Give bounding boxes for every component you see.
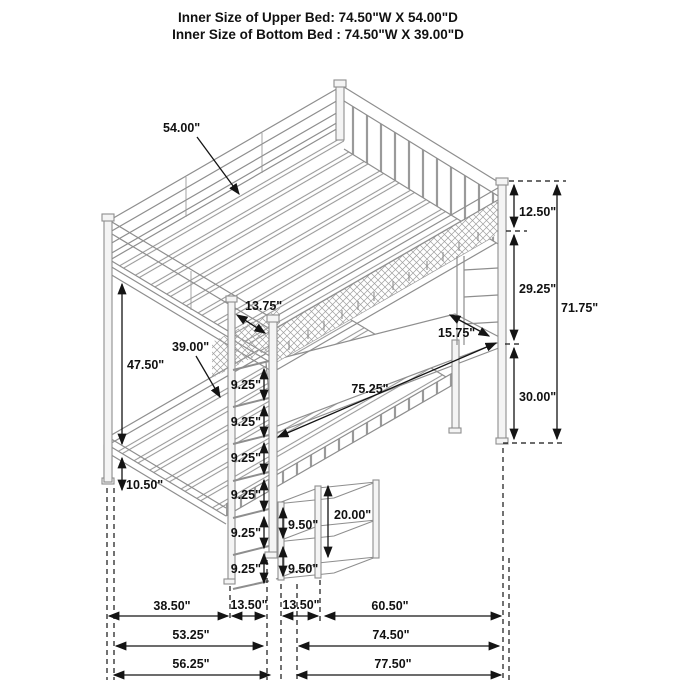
dim-floor-ladder-1: 13.50" xyxy=(230,598,268,612)
front-left-post xyxy=(104,218,112,482)
dim-rung-spacing-4: 9.25" xyxy=(230,488,261,502)
right-post xyxy=(498,183,506,441)
dim-rung-spacing-5: 9.25" xyxy=(230,526,261,540)
dim-rung-spacing-6: 9.25" xyxy=(230,562,261,576)
dim-floor-right-desk: 60.50" xyxy=(371,599,409,613)
header xyxy=(172,10,464,42)
dim-desktop-to-floor: 30.00" xyxy=(519,390,557,404)
dim-deck-to-desktop: 29.25" xyxy=(519,282,557,296)
dim-floor-left-total: 53.25" xyxy=(172,628,210,642)
dim-bottom-bed-depth: 39.00" xyxy=(172,340,210,354)
dim-shelf-height: 20.00" xyxy=(334,508,372,522)
dim-overall-height: 71.75" xyxy=(561,301,599,315)
dim-floor-ladder-2: 13.50" xyxy=(282,598,320,612)
dim-desk-depth: 15.75" xyxy=(438,326,476,340)
desk-leg xyxy=(452,340,459,432)
dim-floor-left-bed: 38.50" xyxy=(153,599,191,613)
dim-upper-rail-to-bottom-deck: 47.50" xyxy=(127,358,165,372)
center-post xyxy=(269,320,277,556)
dim-floor-right-total: 74.50" xyxy=(372,628,410,642)
dim-upper-bed-depth: 54.00" xyxy=(163,121,201,135)
dim-rung-spacing-3: 9.25" xyxy=(230,451,261,465)
dim-desk-length: 75.25" xyxy=(351,382,389,396)
header-line2: Inner Size of Bottom Bed : 74.50"W X 39.00"D xyxy=(172,27,464,42)
dim-shelf-spacing-2: 9.50" xyxy=(288,562,319,576)
dim-shelf-spacing-1: 9.50" xyxy=(288,518,319,532)
ladder-left-rail xyxy=(228,300,235,583)
header-line1: Inner Size of Upper Bed: 74.50"W X 54.00"D xyxy=(178,10,458,25)
dim-floor-left-overall: 56.25" xyxy=(172,657,210,671)
dim-bottom-deck-to-floor: 10.50" xyxy=(126,478,164,492)
back-post xyxy=(336,85,344,140)
dim-rung-spacing-2: 9.25" xyxy=(230,415,261,429)
dim-ladder-width: 13.75" xyxy=(245,299,283,313)
dim-guard-top-to-deck: 12.50" xyxy=(519,205,557,219)
dim-floor-right-overall: 77.50" xyxy=(374,657,412,671)
dim-rung-spacing-1: 9.25" xyxy=(230,378,261,392)
shelf-back-right-post xyxy=(373,480,379,558)
